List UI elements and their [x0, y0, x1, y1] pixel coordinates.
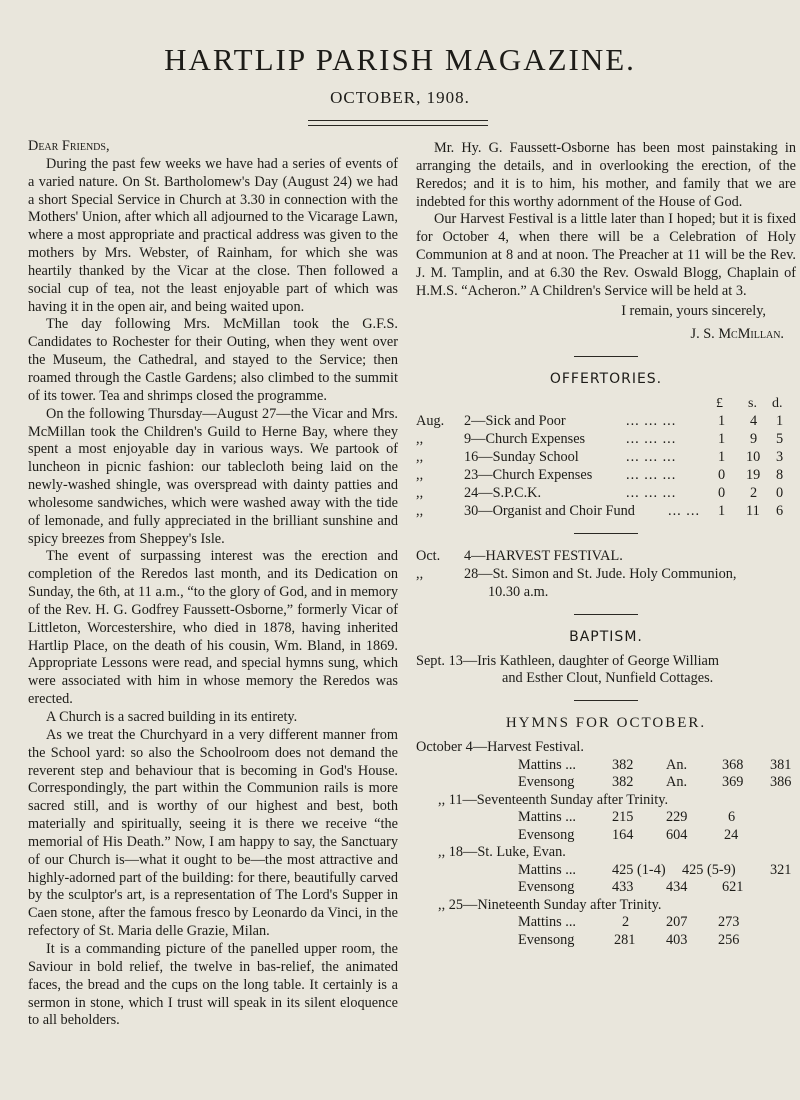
offertory-pounds: 1: [718, 431, 726, 448]
offertory-row: [416, 503, 796, 521]
service-label: Evensong: [518, 931, 575, 948]
offertory-pence: 1: [776, 413, 784, 430]
offertory-shillings: 2: [750, 485, 758, 502]
offertory-desc: 30—Organist and Choir Fund: [464, 503, 635, 520]
hymn-evensong-row: [416, 879, 796, 897]
right-column: [416, 140, 796, 949]
baptism-entry: Sept. 13—Iris Kathleen, daughter of George William: [416, 652, 720, 669]
offertory-shillings: 9: [750, 431, 758, 448]
letter-closing: I remain, yours sincerely,: [621, 302, 766, 319]
offertory-shillings: 11: [746, 503, 760, 520]
offertory-pence: 6: [776, 503, 784, 520]
letter-paragraph: Our Harvest Festival is a little later than I hoped; but it is fixed for October 4, when there will be a Celebration of Holy Communion at 8 and at noon. The Preacher at 11 will be the Rev. J. M. Tamplin, and at 6.30 the Rev. Oswald Blogg, Chaplain of H.M.S. “Acheron.” A Children's Service will be held at 3.: [416, 211, 796, 299]
hymn-mattins-row: [416, 914, 796, 932]
service-label: Mattins ...: [518, 809, 576, 826]
baptism-title: BAPTISM.: [569, 628, 643, 645]
hymn-evensong-row: [416, 827, 796, 845]
event-month: Oct.: [416, 548, 441, 565]
hymn-evensong-row: [416, 932, 796, 950]
salutation: Dear Friends,: [28, 138, 110, 154]
letter-paragraph: The day following Mrs. McMillan took the G.F.S. Candidates to Rochester for their Outing, when they went over the Museum, the Cathedral, and stayed to the Service; then roamed through the Castle Gardens; also climbed to the summit of its tower. Tea and shrimps closed the programme.: [28, 316, 398, 404]
hymn-number: 403: [666, 931, 688, 948]
hymns-title: HYMNS FOR OCTOBER.: [505, 715, 707, 732]
offertory-shillings: 10: [746, 449, 761, 466]
hymn-number: 273: [718, 914, 740, 931]
offertory-desc: 9—Church Expenses: [464, 431, 586, 448]
hymn-number: 6: [728, 809, 736, 826]
offertory-month: Aug.: [416, 413, 445, 430]
hymn-number: 256: [718, 931, 740, 948]
event-text-continued: 10.30 a.m.: [488, 583, 549, 600]
pounds-header: £: [716, 396, 723, 412]
letter-paragraph: During the past few weeks we have had a series of events of a varied nature. On St. Bartholomew's Day (August 24) we had a short Special Service in Church at 3.30 in connection with the Mothers' Union, after which all adjourned to the Vicarage Lawn, where a most appropriate and practical address was given to the mothers by Mrs. Webster, of Rainham, for which she was heartily thanked by the Vicar at the close. Then followed a social cup of tea, not the least enjoyable part of which was having it in the open air, and being waited upon.: [28, 155, 398, 315]
offertory-pence: 8: [776, 467, 784, 484]
section-divider: [574, 700, 638, 701]
hymn-number: 215: [612, 809, 634, 826]
hymn-number: 369: [722, 774, 744, 791]
hymn-mattins-row: [416, 809, 796, 827]
hymn-number: 382: [612, 774, 634, 791]
event-row: [416, 566, 796, 602]
hymn-number: 321: [770, 861, 792, 878]
letter-paragraph: The event of surpassing interest was the erection and completion of the Reredos last month, and its Dedication on Sunday, the 6th, at 11 a.m., “to the glory of God, and in memory of the Rev. H. G. Godfrey Faussett-Osborne,” formerly Vicar of Littleton, Worcestershire, who died in 1878, having inherited Hartlip Place, on the death of his cousin, Wm. Bland, in 1869. Appropriate Lessons were read, and special hymns sung, which were associated with him in whose memory the Reredos was erected.: [28, 548, 398, 708]
service-label: Evensong: [518, 826, 575, 843]
offertory-row: [416, 431, 796, 449]
offertory-month: ,,: [416, 485, 424, 502]
leader-dots: ... ... ...: [626, 485, 677, 502]
hymn-evensong-row: [416, 774, 796, 792]
hymn-sunday-label: [416, 897, 796, 915]
hymn-number: 604: [666, 826, 688, 843]
hymn-number: 281: [614, 931, 636, 948]
hymn-number: 425 (5-9): [682, 861, 736, 878]
section-divider: [574, 614, 638, 615]
offertory-month: ,,: [416, 431, 424, 448]
event-row: [416, 548, 796, 566]
hymns-list: [416, 739, 796, 949]
offertory-pounds: 1: [718, 413, 726, 430]
event-text: 28—St. Simon and St. Jude. Holy Communion,: [464, 565, 737, 582]
hymn-number: 164: [612, 826, 634, 843]
offertory-pence: 5: [776, 431, 784, 448]
offertory-row: [416, 485, 796, 503]
offertories-title: OFFERTORIES.: [549, 371, 663, 388]
service-label: Mattins ...: [518, 861, 576, 878]
hymn-number: 2: [622, 914, 630, 931]
events-list: [416, 548, 796, 602]
letter-paragraph: As we treat the Churchyard in a very different manner from the School yard: so also the Schoolroom does not demand the reverent step and behaviour that is becoming in God's House. Correspondingly, the part within the Communion rails is more sacred still, and is worthy of our highest and best, both materially and spiritually, seeing it is there we receive “the memorial of His Death.” Now, I am happy to say, the Sanctuary of our Church is—what it ought to be—the most attractive and highly-adorned part of the building: for there, beautifully carved by the sculptor's art, is a representation of The Lord's Supper in Caen stone, after the famous fresco by Leonardo da Vinci, in the refectory of St. Maria delle Grazie, Milan.: [28, 726, 398, 940]
hymn-mattins-row: [416, 757, 796, 775]
service-label: Mattins ...: [518, 914, 576, 931]
letter-paragraph: On the following Thursday—August 27—the Vicar and Mrs. McMillan took the Children's Guild to Herne Bay, where they spent a most enjoyable day in various ways. We partook of luncheon in picnic fashion: our tablecloth being laid on the newly-washed shingle, was overspread with dainty patties and wholesome sandwiches, which were washed away with the tide of lemonade, and fully appreciated in the brilliant sunshine and spicy breezes from Sheppey's Isle.: [28, 405, 398, 547]
section-divider: [574, 356, 638, 357]
offertory-desc: 16—Sunday School: [464, 449, 579, 466]
leader-dots: ... ... ...: [626, 467, 677, 484]
hymn-sunday-label: [416, 792, 796, 810]
offertory-month: ,,: [416, 467, 424, 484]
offertory-row: [416, 449, 796, 467]
issue-date: OCTOBER, 1908.: [330, 88, 470, 107]
hymn-number: 425 (1-4): [612, 861, 666, 878]
letter-paragraph: A Church is a sacred building in its entirety.: [46, 709, 298, 725]
hymn-number: 207: [666, 914, 688, 931]
left-column: [28, 138, 398, 1030]
hymn-number: 229: [666, 809, 688, 826]
hymn-number: 382: [612, 756, 634, 773]
shillings-header: s.: [748, 396, 757, 412]
offertory-month: ,,: [416, 503, 424, 520]
hymn-number: An.: [666, 774, 688, 791]
hymn-mattins-row: [416, 862, 796, 880]
offertory-desc: 24—S.P.C.K.: [464, 485, 542, 502]
offertory-row: [416, 413, 796, 431]
offertory-month: ,,: [416, 449, 424, 466]
hymn-number: 433: [612, 879, 634, 896]
title-divider: [308, 120, 488, 126]
letter-paragraph: Mr. Hy. G. Faussett-Osborne has been most painstaking in arranging the details, and in overlooking the erection, of the Reredos; and it is to him, his mother, and family that we are indebted for this worthy adornment of the House of God.: [416, 140, 796, 210]
leader-dots: ... ... ...: [626, 449, 677, 466]
event-text: 4—HARVEST FESTIVAL.: [464, 548, 623, 565]
offertory-pounds: 0: [718, 467, 726, 484]
hymn-number: 621: [722, 879, 744, 896]
leader-dots: ... ...: [668, 503, 701, 520]
pence-header: d.: [772, 396, 783, 412]
letter-signature: J. S. McMillan.: [690, 326, 784, 343]
hymn-number: 386: [770, 774, 792, 791]
offertory-pounds: 0: [718, 485, 726, 502]
offertory-shillings: 4: [750, 413, 758, 430]
hymn-sunday-text: ,, 25—Nineteenth Sunday after Trinity.: [438, 896, 662, 913]
event-month: ,,: [416, 565, 424, 582]
service-label: Evensong: [518, 879, 575, 896]
baptism-entry-continued: and Esther Clout, Nunfield Cottages.: [502, 670, 714, 687]
hymn-number: 368: [722, 756, 744, 773]
service-label: Evensong: [518, 774, 575, 791]
offertory-shillings: 19: [746, 467, 761, 484]
service-label: Mattins ...: [518, 756, 576, 773]
hymn-number: 24: [724, 826, 739, 843]
offertories-list: [416, 413, 796, 521]
hymn-number: 381: [770, 756, 792, 773]
hymn-number: 434: [666, 879, 688, 896]
currency-header: [416, 395, 796, 413]
offertory-pounds: 1: [718, 449, 726, 466]
hymn-sunday-text: ,, 18—St. Luke, Evan.: [438, 844, 566, 861]
hymn-sunday-label: [416, 739, 796, 757]
section-divider: [574, 533, 638, 534]
offertory-pence: 0: [776, 485, 784, 502]
offertory-desc: 2—Sick and Poor: [464, 413, 566, 430]
leader-dots: ... ... ...: [626, 413, 677, 430]
offertory-row: [416, 467, 796, 485]
offertory-pounds: 1: [718, 503, 726, 520]
masthead-title: HARTLIP PARISH MAGAZINE.: [164, 42, 636, 77]
letter-paragraph: It is a commanding picture of the panelled upper room, the Saviour in bold relief, the twelve in bas-relief, the animated faces, the bread and the cups on the long table. It certainly is a sermon in stone, which I trust will speak in its silent eloquence to all beholders.: [28, 940, 398, 1029]
hymn-sunday-text: October 4—Harvest Festival.: [416, 739, 584, 756]
offertory-pence: 3: [776, 449, 784, 466]
leader-dots: ... ... ...: [626, 431, 677, 448]
hymn-number: An.: [666, 756, 688, 773]
hymn-sunday-label: [416, 844, 796, 862]
offertory-desc: 23—Church Expenses: [464, 467, 593, 484]
hymn-sunday-text: ,, 11—Seventeenth Sunday after Trinity.: [438, 791, 669, 808]
